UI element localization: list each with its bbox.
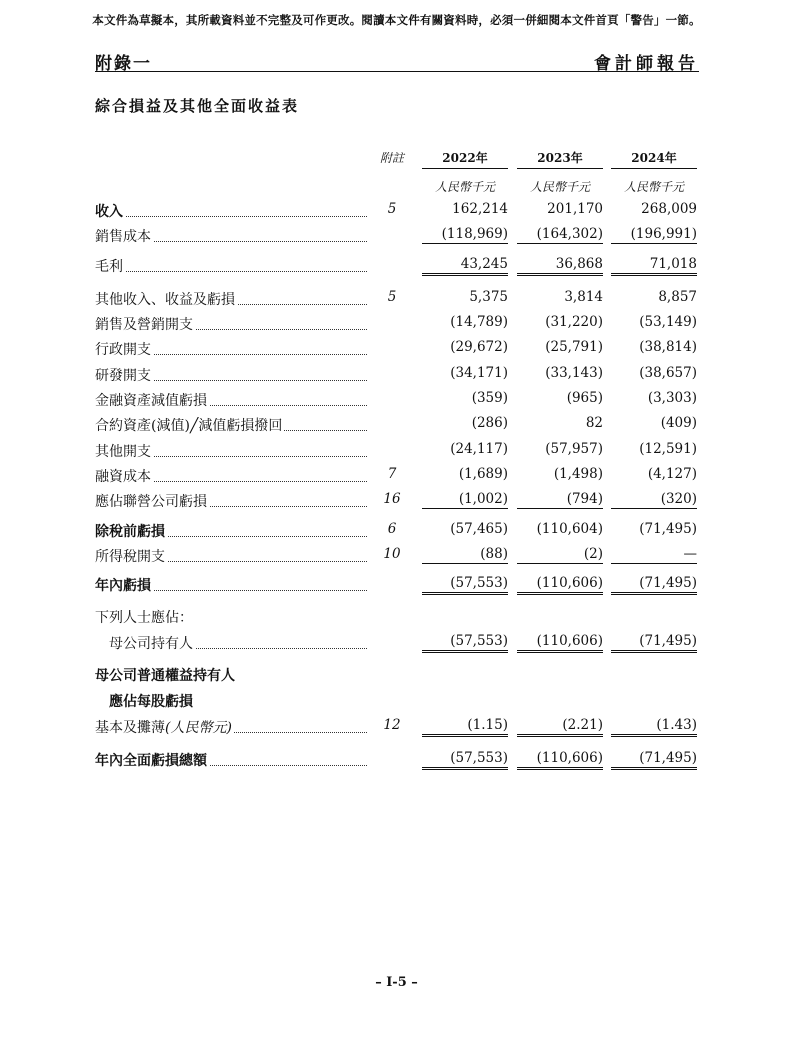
unit-header-2024: 人民幣千元 — [623, 180, 684, 194]
value-2022: 5,375 — [469, 289, 508, 305]
value-2024: (71,495) — [611, 633, 697, 653]
value-2022: (286) — [471, 415, 508, 431]
header-rule — [95, 71, 699, 72]
value-2023: 3,814 — [564, 289, 603, 305]
row-admin-expenses — [95, 339, 699, 359]
value-2024: (4,127) — [647, 466, 697, 482]
row-gross-profit — [95, 256, 699, 276]
value-2022: (24,117) — [450, 441, 508, 457]
attributable-to-heading: 下列人士應佔： — [95, 610, 193, 626]
row-finance-costs — [95, 466, 699, 486]
row-basic-diluted-eps — [95, 717, 699, 737]
row-label: 銷售及營銷開支 — [95, 314, 367, 334]
value-2022: (118,969) — [422, 226, 508, 244]
value-2023: 201,170 — [547, 201, 603, 217]
row-note: 10 — [383, 546, 401, 562]
eps-heading-line2: 應佔每股虧損 — [109, 694, 193, 710]
row-label: 基本及攤薄(人民幣元) — [95, 717, 367, 737]
value-2024: 8,857 — [658, 289, 697, 305]
value-2022: (1,689) — [458, 466, 508, 482]
value-2023: (31,220) — [545, 314, 603, 330]
value-2024: 268,009 — [641, 201, 697, 217]
value-2023: (2) — [517, 546, 603, 564]
value-2023: (25,791) — [545, 339, 603, 355]
row-income-tax — [95, 546, 699, 566]
row-rd-expenses — [95, 365, 699, 385]
value-2023: (57,957) — [545, 441, 603, 457]
value-2024: (71,495) — [639, 521, 697, 537]
value-2024: (196,991) — [611, 226, 697, 244]
note-column-header: 附註 — [379, 151, 404, 165]
value-2024: (12,591) — [639, 441, 697, 457]
value-2022: (1,002) — [422, 491, 508, 509]
value-2023: (794) — [517, 491, 603, 509]
page-header — [95, 49, 699, 73]
row-label: 金融資產減值虧損 — [95, 390, 367, 410]
value-2024: 71,018 — [611, 256, 697, 276]
value-2022: (359) — [471, 390, 508, 406]
page-number: – I-5 – — [375, 975, 418, 990]
row-other-expenses — [95, 441, 699, 461]
value-2023: (110,606) — [517, 750, 603, 770]
statement-title: 綜合損益及其他全面收益表 — [95, 97, 300, 115]
row-note: 5 — [387, 289, 397, 305]
report-type-label: 會計師報告 — [594, 54, 699, 74]
value-2023: (2.21) — [517, 717, 603, 737]
row-label: 行政開支 — [95, 339, 367, 359]
row-cost-of-sales — [95, 226, 699, 246]
currency-unit: (人民幣元) — [165, 720, 232, 736]
row-label: 年內虧損 — [95, 575, 367, 595]
row-note: 6 — [387, 521, 397, 537]
value-2022: (34,171) — [450, 365, 508, 381]
unit-header-2022: 人民幣千元 — [434, 180, 495, 194]
year-header-2023: 2023年 — [517, 149, 603, 169]
appendix-label: 附錄一 — [95, 54, 152, 74]
value-2024: (53,149) — [639, 314, 697, 330]
value-2022: (57,553) — [422, 750, 508, 770]
row-contract-asset-impairment — [95, 415, 699, 435]
value-2022: (29,672) — [450, 339, 508, 355]
row-financial-asset-impairment — [95, 390, 699, 410]
value-2023: (33,143) — [545, 365, 603, 381]
row-note: 5 — [387, 201, 397, 217]
row-label: 研發開支 — [95, 365, 367, 385]
value-2024: — — [611, 546, 697, 564]
row-associate-losses — [95, 491, 699, 511]
row-label: 其他收入、收益及虧損 — [95, 289, 367, 309]
row-owners-of-parent — [95, 633, 699, 653]
row-loss-before-tax — [95, 521, 699, 541]
value-2024: (38,814) — [639, 339, 697, 355]
unit-header-2023: 人民幣千元 — [529, 180, 590, 194]
value-2023: 82 — [585, 415, 603, 431]
value-2023: (965) — [566, 390, 603, 406]
row-label: 其他開支 — [95, 441, 367, 461]
row-label: 母公司持有人 — [109, 633, 367, 653]
value-2022: (1.15) — [422, 717, 508, 737]
value-2023: (1,498) — [553, 466, 603, 482]
row-label: 合約資產(減值)╱減值虧損撥回 — [95, 415, 367, 435]
row-revenue — [95, 201, 699, 221]
draft-disclaimer: 本文件為草擬本，其所載資料並不完整及可作更改。閱讀本文件有關資料時，必須一併細閱本文件首頁「警告」一節。 — [92, 13, 701, 27]
year-header-2024: 2024年 — [611, 149, 697, 169]
value-2024: (320) — [611, 491, 697, 509]
row-note: 7 — [387, 466, 397, 482]
row-label: 收入 — [95, 201, 367, 221]
row-label: 毛利 — [95, 256, 367, 276]
value-2023: (110,606) — [517, 633, 603, 653]
row-label: 銷售成本 — [95, 226, 367, 246]
row-label: 年內全面虧損總額 — [95, 750, 367, 770]
value-2024: (38,657) — [639, 365, 697, 381]
value-2022: (14,789) — [450, 314, 508, 330]
value-2022: 43,245 — [422, 256, 508, 276]
row-other-income — [95, 289, 699, 309]
row-label: 融資成本 — [95, 466, 367, 486]
year-header-2022: 2022年 — [422, 149, 508, 169]
value-2024: (3,303) — [647, 390, 697, 406]
row-note: 12 — [383, 717, 401, 733]
row-label: 應佔聯營公司虧損 — [95, 491, 367, 511]
value-2024: (1.43) — [611, 717, 697, 737]
value-2022: (88) — [422, 546, 508, 564]
row-loss-for-year — [95, 575, 699, 595]
row-total-comprehensive-loss — [95, 750, 699, 770]
eps-heading-line1: 母公司普通權益持有人 — [95, 668, 235, 684]
row-label: 所得稅開支 — [95, 546, 367, 566]
value-2023: (164,302) — [517, 226, 603, 244]
value-2022: (57,465) — [450, 521, 508, 537]
value-2022: 162,214 — [452, 201, 508, 217]
value-2024: (71,495) — [611, 750, 697, 770]
value-2022: (57,553) — [422, 575, 508, 595]
value-2022: (57,553) — [422, 633, 508, 653]
row-note: 16 — [383, 491, 401, 507]
row-label: 除稅前虧損 — [95, 521, 367, 541]
row-selling-expenses — [95, 314, 699, 334]
value-2024: (409) — [660, 415, 697, 431]
value-2023: (110,606) — [517, 575, 603, 595]
value-2023: (110,604) — [536, 521, 603, 537]
value-2024: (71,495) — [611, 575, 697, 595]
value-2023: 36,868 — [517, 256, 603, 276]
